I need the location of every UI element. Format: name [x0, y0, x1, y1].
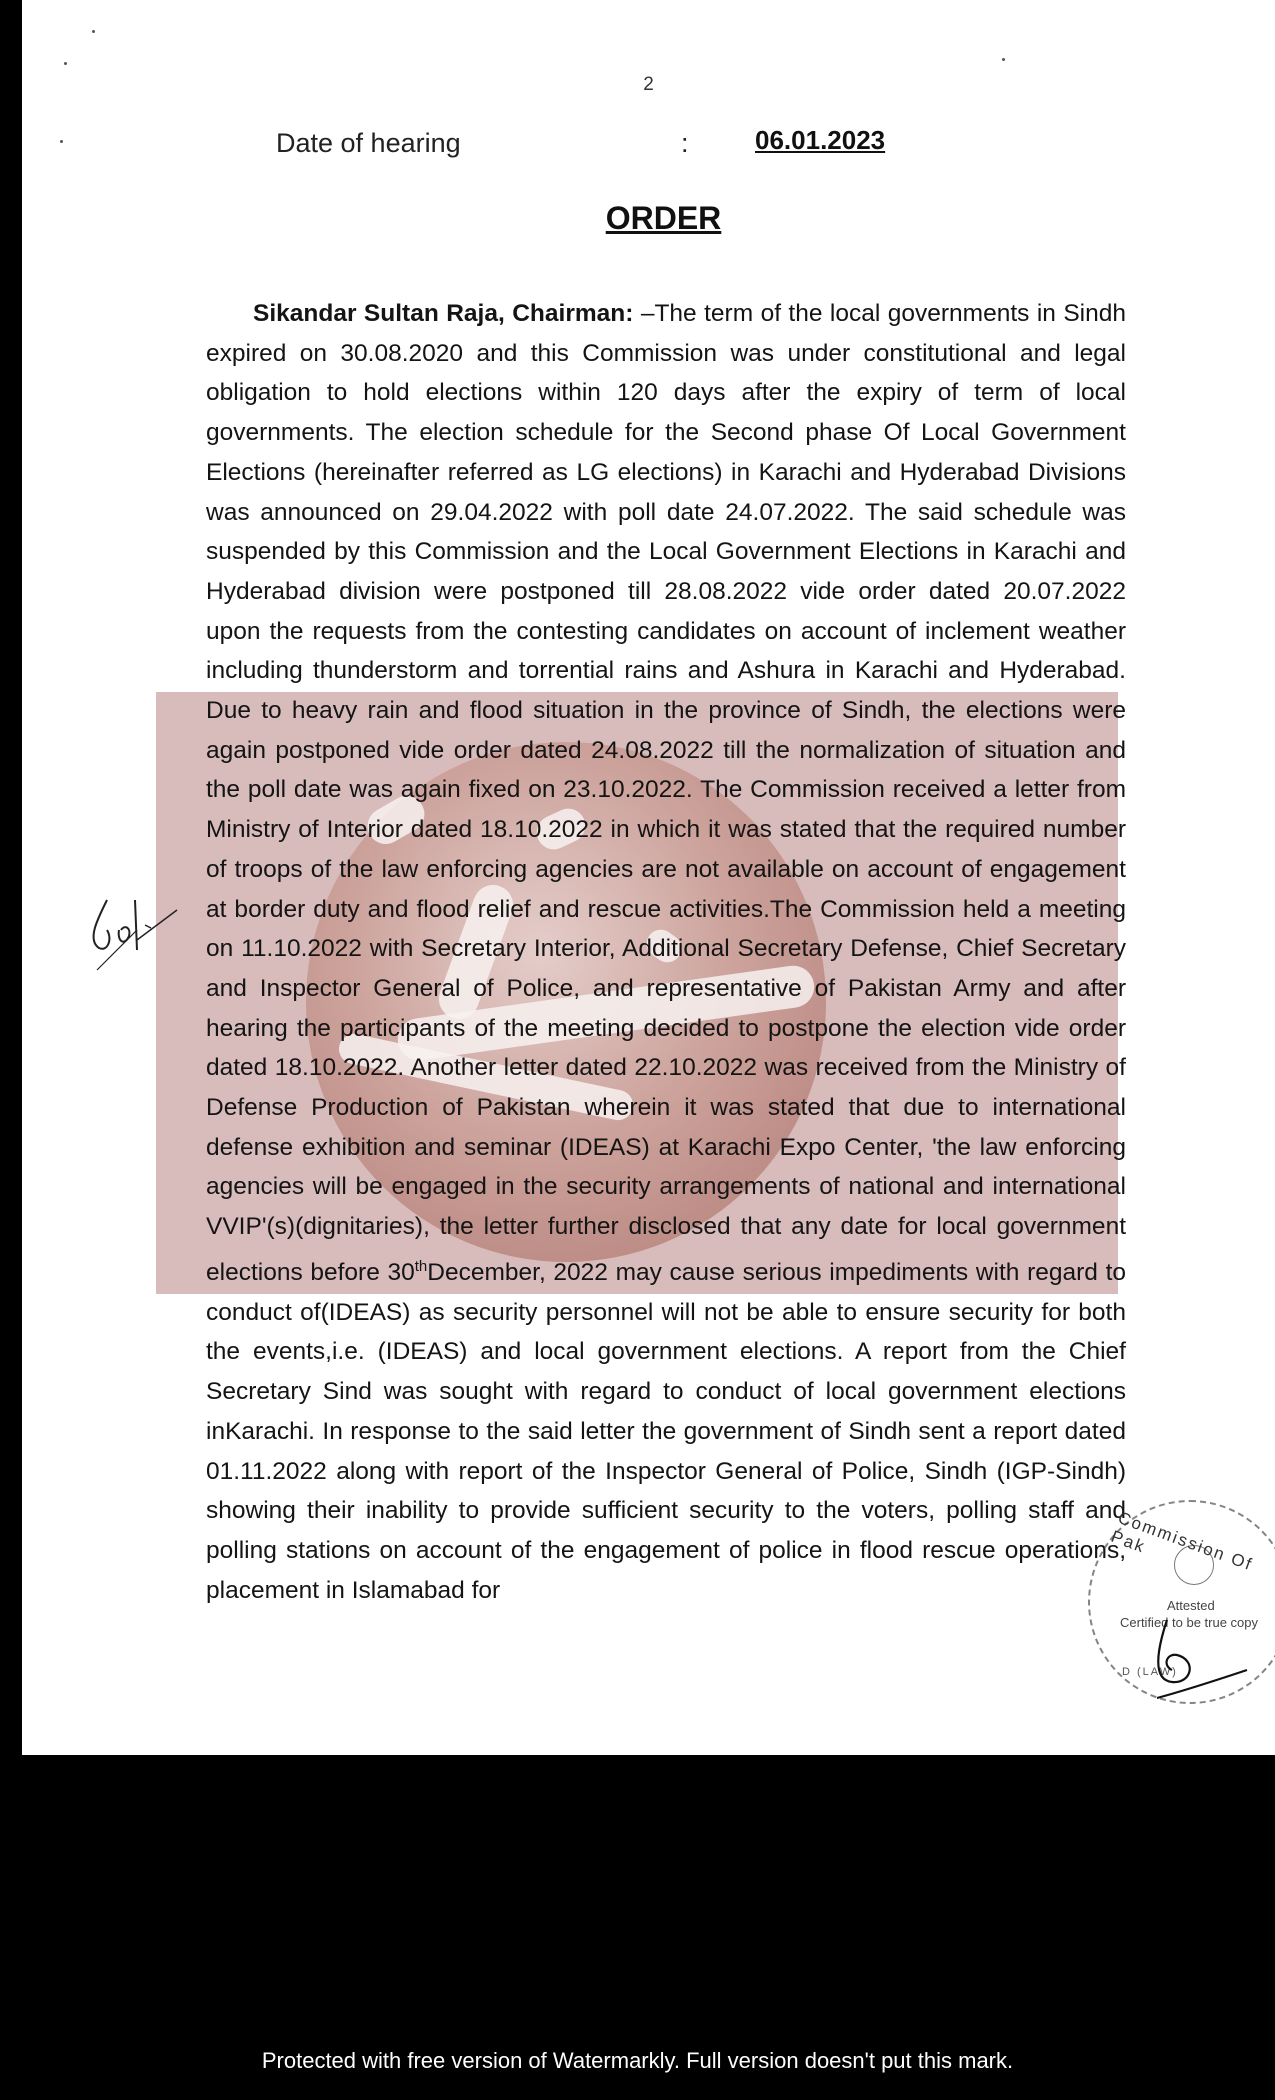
- scan-speck: [60, 140, 63, 143]
- order-heading: ORDER: [605, 200, 722, 236]
- stamp-bottom-text: D (LAW): [1122, 1666, 1178, 1678]
- hearing-separator: :: [681, 128, 689, 158]
- stamp-arc-text: Commission Of Pak: [1108, 1508, 1256, 1575]
- order-body-text: –The term of the local governments in Sindh expired on 30.08.2020 and this Commission was under constitutional and legal obligation to hold elections within 120 days after the expiry of term of local governments. The election schedule for the Second phase Of Local Government Elections (hereinafter referred as LG elections) in Karachi and Hyderabad Divisions was announced on 29.04.2022 with poll date 24.07.2022. The said schedule was suspended by this Commission and the Local Government Elections in Karachi and Hyderabad division were postponed till 28.08.2022 vide order dated 20.07.2022 upon the requests from the contesting candidates on account of inclement weather including thunderstorm and torrential rains and Ashura in Karachi and Hyderabad. Due to heavy rain and flood situation in the province of Sindh, the elections were again postponed vide order dated 24.08.2022 till the normalization of situation and the poll date was again fixed on 23.10.2022. The Commission received a letter from Ministry of Interior dated 18.10.2022 in which it was stated that the required number of troops of the law enforcing agencies are not available on account of engagement at border duty and flood relief and rescue activities.The Commission held a meeting on 11.10.2022 with Secretary Interior, Additional Secretary Defense, Chief Secretary and Inspector General of Police, and representative of Pakistan Army and after hearing the participants of the meeting decided to postpone the election vide order dated 18.10.2022. Another letter dated 22.10.2022 was received from the Ministry of Defense Production of Pakistan wherein it was stated that due to international defense exhibition and seminar (IDEAS) at Karachi Expo Center, 'the law enforcing agencies will be engaged in the security arrangements of national and international VVIP'(s)(dignitaries), the letter further disclosed that any date for local government elections before 30: [206, 300, 1126, 1287]
- speaker-name: Sikandar Sultan Raja, Chairman:: [253, 300, 634, 327]
- stamp-attested-text: Attested: [1167, 1598, 1215, 1613]
- scan-speck: [1002, 58, 1005, 61]
- document-page: [22, 0, 1275, 1755]
- page-number: 2: [643, 74, 654, 95]
- scan-speck: [92, 30, 95, 33]
- order-body-paragraph: [206, 294, 1126, 1610]
- order-body-text-continued: December, 2022 may cause serious impediments with regard to conduct of(IDEAS) as security personnel will not be able to ensure security for both the events,i.e. (IDEAS) and local government elections. A report from the Chief Secretary Sind was sought with regard to conduct of local government elections inKarachi. In response to the said letter the government of Sindh sent a report dated 01.11.2022 along with report of the Inspector General of Police, Sindh (IGP-Sindh) showing their inability to provide sufficient security to the voters, polling staff and polling stations on account of the engagement of police in flood rescue operations, placement in Islamabad for: [206, 1259, 1126, 1604]
- stamp-certified-text: Certified to be true copy: [1120, 1615, 1259, 1630]
- watermark-notice: Protected with free version of Watermarkly. Full version doesn't put this mark.: [261, 2048, 1014, 2073]
- hearing-date-value: 06.01.2023: [755, 125, 886, 155]
- handwritten-signature: [1147, 1610, 1257, 1710]
- margin-initials-signature: [77, 870, 187, 980]
- hearing-date-label: Date of hearing: [276, 128, 461, 158]
- ordinal-superscript: th: [414, 1257, 428, 1275]
- scan-speck: [64, 62, 67, 65]
